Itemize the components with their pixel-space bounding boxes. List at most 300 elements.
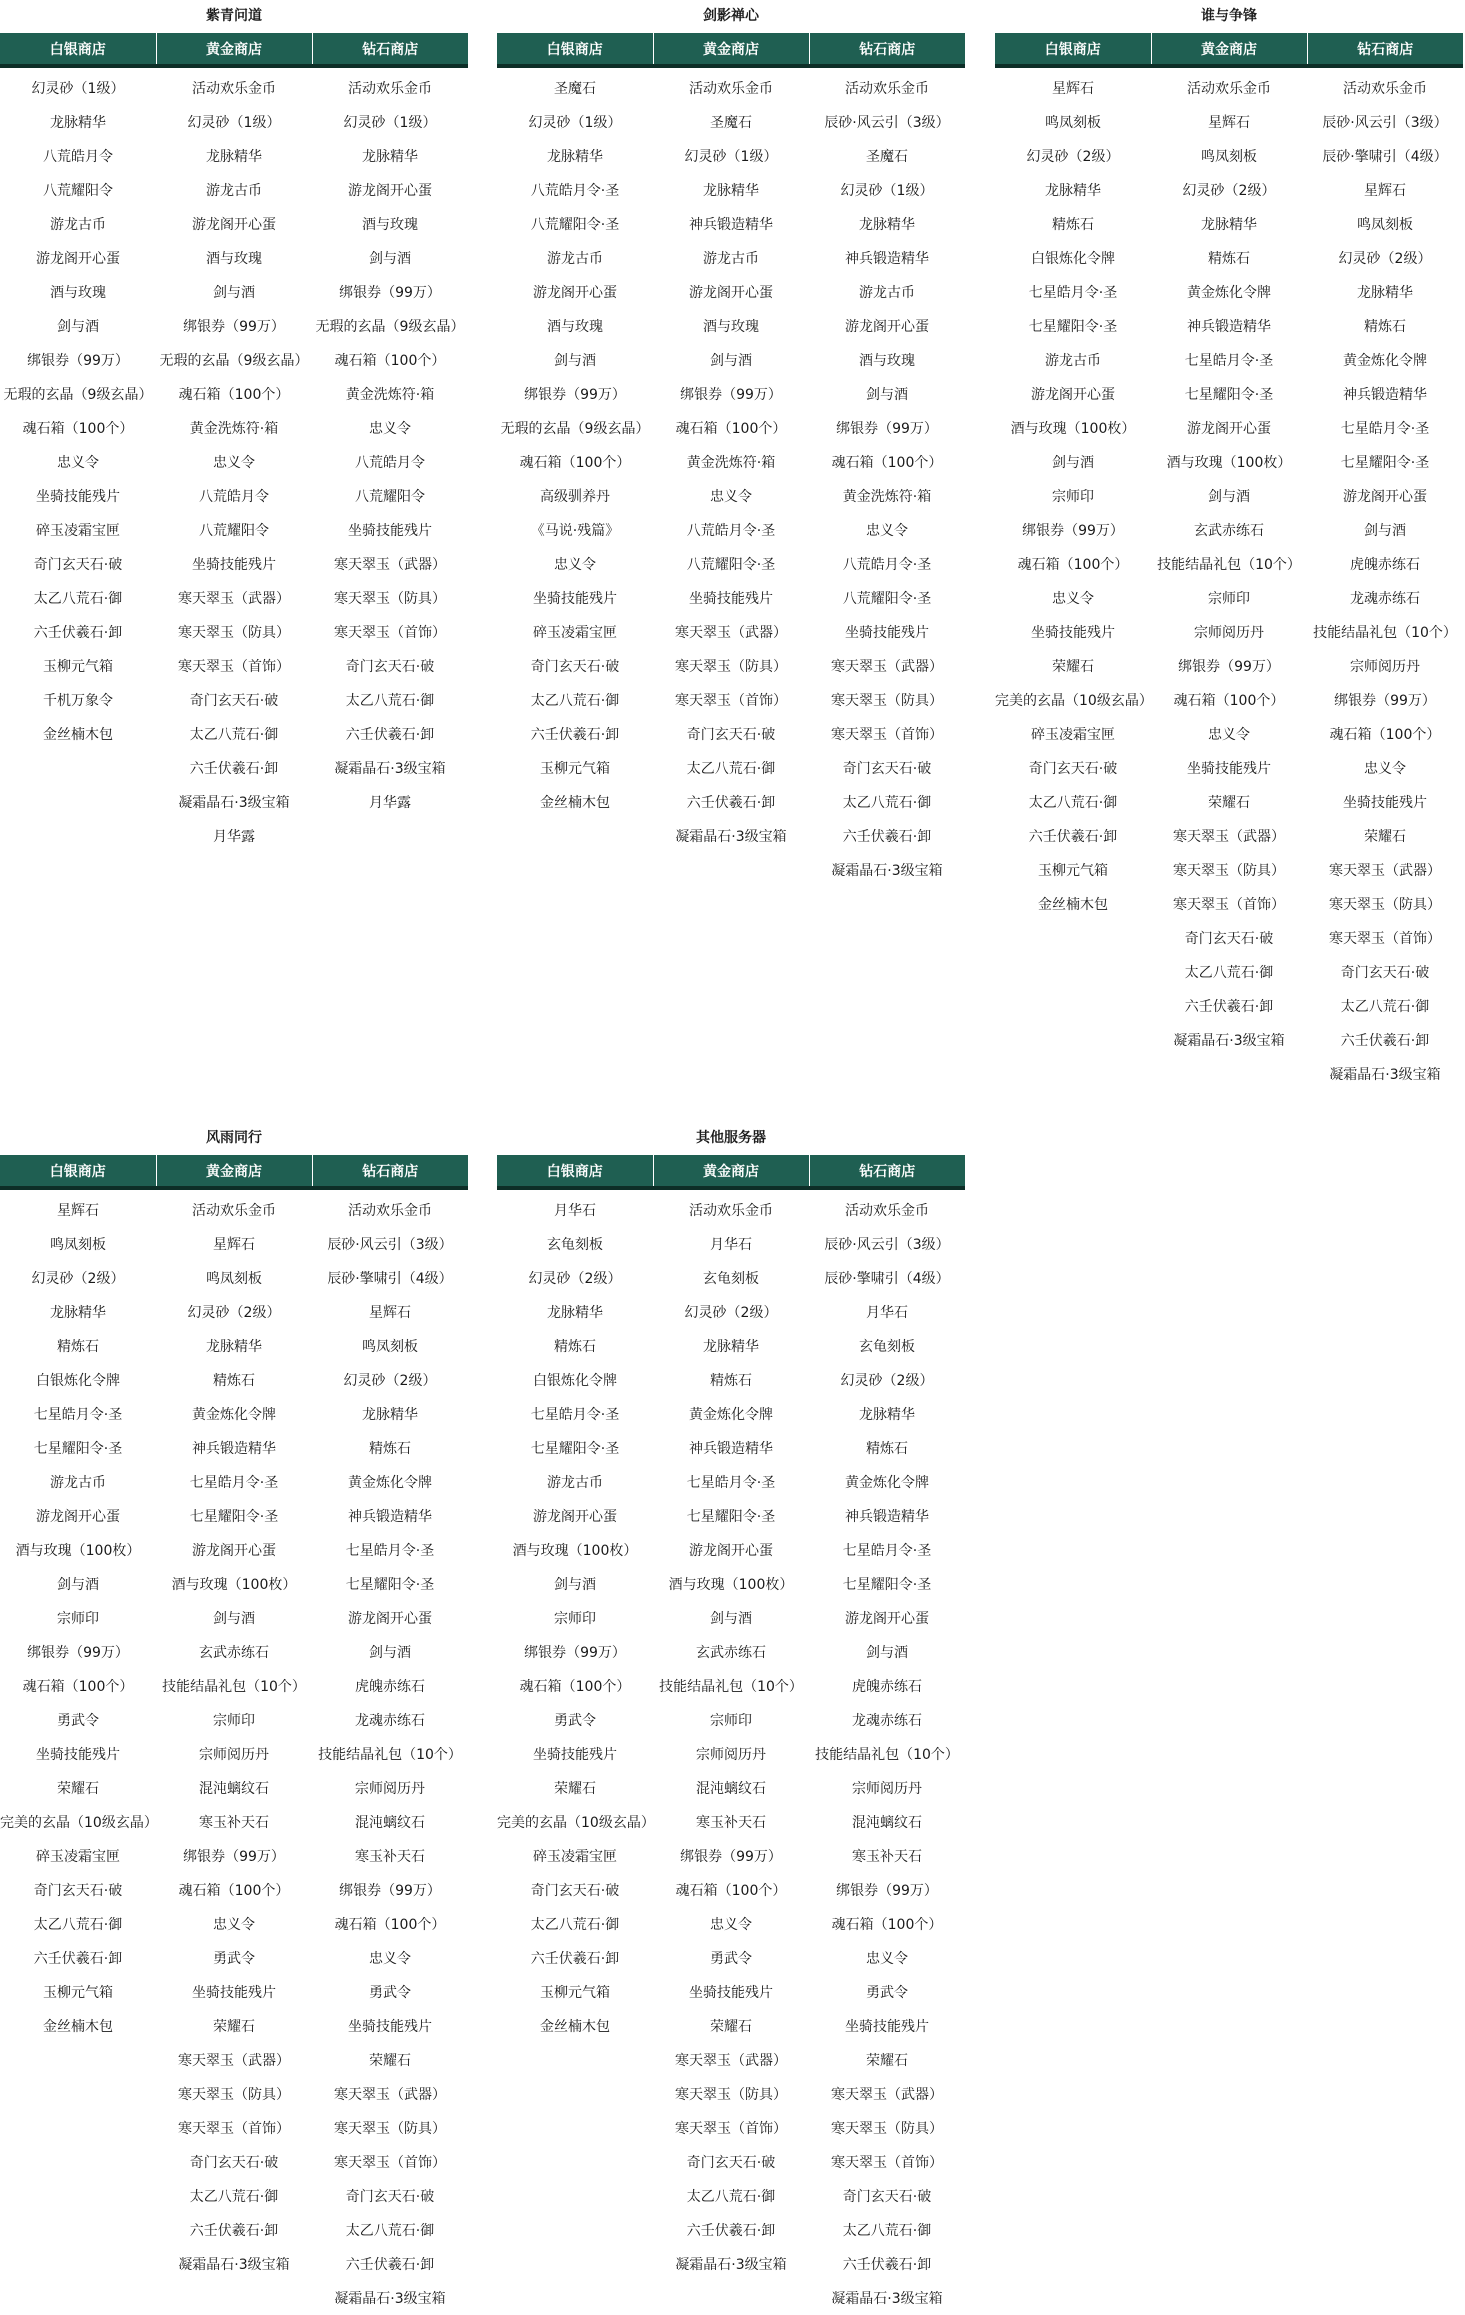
table-row	[995, 139, 1463, 173]
server-panel	[0, 1122, 468, 2315]
table-header-row	[497, 1155, 965, 1188]
table-cell: 幻灵砂（2级）	[187, 1305, 281, 1321]
table-cell: 游龙阁开心蛋	[348, 1611, 432, 1627]
table-cell: 剑与酒	[710, 353, 752, 369]
table-cell: 幻灵砂（1级）	[343, 115, 437, 131]
table-cell: 金丝楠木包	[43, 2019, 113, 2035]
table-cell: 游龙古币	[50, 217, 106, 233]
table-row	[995, 309, 1463, 343]
table-row	[0, 479, 468, 513]
table-cell	[995, 1023, 1151, 1057]
table-cell: 活动欢乐金币	[845, 1203, 929, 1219]
column-header: 黄金商店	[653, 1155, 809, 1188]
table-row	[0, 1975, 468, 2009]
table-cell: 绑银券（99万）	[183, 1849, 285, 1865]
table-cell: 龙魂赤练石	[1350, 591, 1420, 607]
table-row	[497, 2043, 965, 2077]
table-cell: 魂石箱（100个）	[519, 455, 631, 471]
table-row	[0, 1737, 468, 1771]
table-cell: 剑与酒	[554, 1577, 596, 1593]
table-cell: 鸣凤刻板	[50, 1237, 106, 1253]
table-cell: 荣耀石	[1364, 829, 1406, 845]
table-cell: 剑与酒	[710, 1611, 752, 1627]
table-cell: 六壬伏羲石·卸	[33, 1951, 123, 1967]
table-cell: 六壬伏羲石·卸	[842, 2257, 932, 2273]
table-cell: 剑与酒	[57, 1577, 99, 1593]
table-cell: 勇武令	[57, 1713, 99, 1729]
table-cell: 魂石箱（100个）	[1173, 693, 1285, 709]
table-cell: 太乙八荒石·御	[1340, 999, 1430, 1015]
table-cell: 星辉石	[1052, 81, 1094, 97]
table-row	[497, 1397, 965, 1431]
table-cell: 寒天翠玉（防具）	[675, 659, 787, 675]
table-cell: 圣魔石	[554, 81, 596, 97]
table-cell: 无瑕的玄晶（9级玄晶）	[500, 421, 650, 437]
table-row	[0, 2247, 468, 2281]
table-cell: 圣魔石	[710, 115, 752, 131]
table-row	[995, 479, 1463, 513]
table-row	[497, 1635, 965, 1669]
server-panel	[0, 0, 468, 853]
table-cell: 太乙八荒石·御	[842, 2223, 932, 2239]
table-cell: 坐骑技能残片	[192, 557, 276, 573]
table-row	[497, 1873, 965, 1907]
table-row	[995, 615, 1463, 649]
table-cell: 凝霜晶石·3级宝箱	[1329, 1067, 1441, 1083]
table-cell: 奇门玄天石·破	[345, 659, 435, 675]
column-header: 黄金商店	[156, 33, 312, 66]
table-cell: 剑与酒	[369, 1645, 411, 1661]
table-cell: 神兵锻造精华	[689, 1441, 773, 1457]
table-cell: 寒天翠玉（防具）	[1173, 863, 1285, 879]
table-cell: 神兵锻造精华	[845, 1509, 929, 1525]
table-cell: 六壬伏羲石·卸	[345, 2257, 435, 2273]
table-cell: 忠义令	[1364, 761, 1406, 777]
table-cell: 奇门玄天石·破	[1028, 761, 1118, 777]
table-cell: 玉柳元气箱	[1038, 863, 1108, 879]
table-cell: 六壬伏羲石·卸	[189, 2223, 279, 2239]
table-cell: 凝霜晶石·3级宝箱	[1173, 1033, 1285, 1049]
table-cell: 寒玉补天石	[852, 1849, 922, 1865]
table-row	[497, 853, 965, 887]
table-cell: 玄武赤练石	[1194, 523, 1264, 539]
table-row	[497, 683, 965, 717]
table-cell: 精炼石	[1364, 319, 1406, 335]
table-cell: 寒天翠玉（武器）	[1173, 829, 1285, 845]
table-cell: 剑与酒	[57, 319, 99, 335]
table-row	[0, 2213, 468, 2247]
table-cell: 活动欢乐金币	[348, 1203, 432, 1219]
table-cell: 辰砂·风云引（3级）	[824, 115, 950, 131]
table-cell: 寒天翠玉（武器）	[178, 2053, 290, 2069]
table-row	[497, 1227, 965, 1261]
table-cell: 绑银券（99万）	[524, 387, 626, 403]
table-row	[995, 581, 1463, 615]
table-cell: 幻灵砂（2级）	[840, 1373, 934, 1389]
table-cell: 幻灵砂（2级）	[343, 1373, 437, 1389]
table-row	[497, 581, 965, 615]
table-cell: 魂石箱（100个）	[675, 421, 787, 437]
table-row	[0, 1227, 468, 1261]
table-row	[497, 1261, 965, 1295]
table-cell: 游龙阁开心蛋	[689, 1543, 773, 1559]
table-cell: 剑与酒	[866, 1645, 908, 1661]
table-cell: 宗师印	[1208, 591, 1250, 607]
table-row	[995, 547, 1463, 581]
table-cell: 七星皓月令·圣	[1028, 285, 1118, 301]
table-row	[497, 1771, 965, 1805]
table-row	[0, 275, 468, 309]
table-row	[0, 1635, 468, 1669]
table-cell: 绑银券（99万）	[524, 1645, 626, 1661]
table-cell	[156, 2281, 312, 2315]
table-cell: 绑银券（99万）	[836, 1883, 938, 1899]
table-row	[995, 717, 1463, 751]
table-row	[0, 1188, 468, 1227]
table-cell: 寒天翠玉（防具）	[1329, 897, 1441, 913]
table-cell: 绑银券（99万）	[680, 387, 782, 403]
table-cell	[653, 853, 809, 887]
table-row	[0, 1601, 468, 1635]
table-cell: 寒天翠玉（防具）	[334, 591, 446, 607]
table-cell: 荣耀石	[866, 2053, 908, 2069]
table-cell: 龙魂赤练石	[852, 1713, 922, 1729]
table-cell: 凝霜晶石·3级宝箱	[675, 829, 787, 845]
table-cell	[497, 853, 653, 887]
table-row	[497, 1839, 965, 1873]
table-row	[497, 1805, 965, 1839]
table-cell: 金丝楠木包	[43, 727, 113, 743]
table-row	[497, 1975, 965, 2009]
table-row	[995, 241, 1463, 275]
table-cell: 魂石箱（100个）	[831, 1917, 943, 1933]
table-cell: 幻灵砂（1级）	[31, 81, 125, 97]
table-row	[0, 1771, 468, 1805]
table-cell: 魂石箱（100个）	[22, 1679, 134, 1695]
table-cell: 酒与玫瑰（100枚）	[512, 1543, 638, 1559]
table-cell: 金丝楠木包	[540, 795, 610, 811]
table-cell	[497, 2077, 653, 2111]
table-cell: 黄金洗炼符·箱	[189, 421, 279, 437]
table-row	[497, 1669, 965, 1703]
table-cell: 无瑕的玄晶（9级玄晶）	[3, 387, 153, 403]
table-row	[497, 2111, 965, 2145]
table-cell: 虎魄赤练石	[1350, 557, 1420, 573]
table-row	[497, 1737, 965, 1771]
table-row	[0, 2179, 468, 2213]
table-cell: 龙脉精华	[362, 1407, 418, 1423]
table-cell: 宗师印	[554, 1611, 596, 1627]
table-row	[0, 751, 468, 785]
table-cell: 奇门玄天石·破	[1340, 965, 1430, 981]
table-cell: 忠义令	[866, 1951, 908, 1967]
table-cell: 七星皓月令·圣	[189, 1475, 279, 1491]
column-header: 钻石商店	[312, 33, 468, 66]
table-cell: 月华石	[554, 1203, 596, 1219]
table-row	[0, 1941, 468, 1975]
table-cell: 八荒皓月令·圣	[530, 183, 620, 199]
table-cell: 荣耀石	[710, 2019, 752, 2035]
table-row	[0, 2009, 468, 2043]
table-cell: 白银炼化令牌	[1031, 251, 1115, 267]
table-cell: 金丝楠木包	[540, 2019, 610, 2035]
table-row	[995, 513, 1463, 547]
table-cell: 白银炼化令牌	[36, 1373, 120, 1389]
table-cell: 寒天翠玉（首饰）	[675, 2121, 787, 2137]
table-cell: 玉柳元气箱	[43, 1985, 113, 2001]
table-cell: 忠义令	[554, 557, 596, 573]
table-cell: 寒天翠玉（首饰）	[334, 2155, 446, 2171]
table-cell: 寒玉补天石	[199, 1815, 269, 1831]
table-row	[0, 581, 468, 615]
table-row	[0, 1873, 468, 1907]
table-cell: 剑与酒	[369, 251, 411, 267]
table-row	[0, 309, 468, 343]
table-cell	[0, 2213, 156, 2247]
table-cell	[497, 2179, 653, 2213]
table-cell: 奇门玄天石·破	[530, 1883, 620, 1899]
table-row	[995, 751, 1463, 785]
table-cell: 坐骑技能残片	[348, 2019, 432, 2035]
table-cell: 游龙阁开心蛋	[1031, 387, 1115, 403]
table-cell: 奇门玄天石·破	[345, 2189, 435, 2205]
table-cell: 宗师阅历丹	[355, 1781, 425, 1797]
table-cell: 七星耀阳令·圣	[530, 1441, 620, 1457]
table-cell: 千机万象令	[43, 693, 113, 709]
table-cell: 黄金炼化令牌	[1343, 353, 1427, 369]
table-cell: 忠义令	[57, 455, 99, 471]
table-cell: 七星皓月令·圣	[345, 1543, 435, 1559]
table-row	[995, 377, 1463, 411]
table-cell: 六壬伏羲石·卸	[842, 829, 932, 845]
table-cell: 活动欢乐金币	[689, 81, 773, 97]
table-cell: 宗师印	[710, 1713, 752, 1729]
table-cell: 绑银券（99万）	[680, 1849, 782, 1865]
table-cell: 魂石箱（100个）	[519, 1679, 631, 1695]
table-cell: 宗师阅历丹	[199, 1747, 269, 1763]
table-cell: 六壬伏羲石·卸	[1184, 999, 1274, 1015]
table-cell: 玉柳元气箱	[540, 761, 610, 777]
table-cell: 七星耀阳令·圣	[33, 1441, 123, 1457]
table-cell: 坐骑技能残片	[192, 1985, 276, 2001]
table-cell: 龙脉精华	[547, 149, 603, 165]
table-cell: 幻灵砂（2级）	[31, 1271, 125, 1287]
table-cell: 太乙八荒石·御	[1184, 965, 1274, 981]
table-row	[995, 921, 1463, 955]
table-row	[995, 411, 1463, 445]
table-row	[0, 785, 468, 819]
table-cell: 荣耀石	[213, 2019, 255, 2035]
table-cell: 太乙八荒石·御	[686, 2189, 776, 2205]
table-cell: 绑银券（99万）	[1178, 659, 1280, 675]
table-cell	[0, 785, 156, 819]
table-row	[0, 2281, 468, 2315]
table-cell	[0, 819, 156, 853]
table-cell: 魂石箱（100个）	[1329, 727, 1441, 743]
table-cell: 幻灵砂（2级）	[1182, 183, 1276, 199]
server-panel	[995, 0, 1463, 1091]
column-header: 白银商店	[497, 33, 653, 66]
table-cell: 绑银券（99万）	[183, 319, 285, 335]
table-cell: 月华石	[866, 1305, 908, 1321]
table-cell	[497, 2145, 653, 2179]
table-cell	[0, 2077, 156, 2111]
table-cell	[995, 989, 1151, 1023]
table-cell: 寒天翠玉（首饰）	[831, 2155, 943, 2171]
table-row	[497, 1329, 965, 1363]
table-row	[0, 819, 468, 853]
table-cell: 活动欢乐金币	[192, 81, 276, 97]
table-cell: 酒与玫瑰	[362, 217, 418, 233]
table-row	[497, 1941, 965, 1975]
table-cell: 绑银券（99万）	[339, 285, 441, 301]
table-cell: 魂石箱（100个）	[1017, 557, 1129, 573]
table-cell: 七星皓月令·圣	[842, 1543, 932, 1559]
table-cell: 龙脉精华	[1045, 183, 1101, 199]
table-cell: 寒天翠玉（首饰）	[1329, 931, 1441, 947]
table-cell: 奇门玄天石·破	[842, 761, 932, 777]
table-cell: 八荒皓月令·圣	[842, 557, 932, 573]
table-row	[497, 1363, 965, 1397]
table-cell: 酒与玫瑰	[206, 251, 262, 267]
table-row	[995, 275, 1463, 309]
table-cell: 虎魄赤练石	[355, 1679, 425, 1695]
table-row	[497, 377, 965, 411]
table-cell	[0, 2043, 156, 2077]
table-cell	[0, 2281, 156, 2315]
table-row	[497, 1499, 965, 1533]
table-cell: 龙脉精华	[50, 115, 106, 131]
table-cell: 魂石箱（100个）	[178, 1883, 290, 1899]
table-row	[995, 1057, 1463, 1091]
table-cell: 奇门玄天石·破	[1184, 931, 1274, 947]
table-cell: 奇门玄天石·破	[842, 2189, 932, 2205]
table-cell: 八荒耀阳令·圣	[530, 217, 620, 233]
table-cell: 荣耀石	[1052, 659, 1094, 675]
table-cell: 绑银券（99万）	[1022, 523, 1124, 539]
table-cell: 宗师印	[57, 1611, 99, 1627]
table-cell: 活动欢乐金币	[845, 81, 929, 97]
table-cell: 酒与玫瑰	[50, 285, 106, 301]
table-cell: 辰砂·风云引（3级）	[327, 1237, 453, 1253]
table-cell: 忠义令	[369, 421, 411, 437]
table-cell: 神兵锻造精华	[689, 217, 773, 233]
column-header: 黄金商店	[1151, 33, 1307, 66]
table-row	[0, 683, 468, 717]
table-cell: 龙脉精华	[362, 149, 418, 165]
table-cell: 寒天翠玉（防具）	[178, 625, 290, 641]
table-cell: 黄金洗炼符·箱	[842, 489, 932, 505]
table-cell: 宗师印	[1052, 489, 1094, 505]
table-cell: 寒天翠玉（武器）	[1329, 863, 1441, 879]
table-row	[497, 717, 965, 751]
table-cell: 绑银券（99万）	[339, 1883, 441, 1899]
table-cell: 《马说·残篇》	[530, 523, 620, 539]
table-cell: 太乙八荒石·御	[686, 761, 776, 777]
table-cell: 坐骑技能残片	[348, 523, 432, 539]
table-cell: 太乙八荒石·御	[530, 1917, 620, 1933]
table-cell: 游龙阁开心蛋	[845, 319, 929, 335]
table-row	[0, 1397, 468, 1431]
table-cell: 八荒耀阳令	[43, 183, 113, 199]
table-cell: 鸣凤刻板	[1201, 149, 1257, 165]
table-row	[0, 1907, 468, 1941]
table-cell	[995, 1057, 1151, 1091]
table-row	[995, 989, 1463, 1023]
table-row	[0, 1329, 468, 1363]
table-cell	[0, 751, 156, 785]
table-cell: 忠义令	[866, 523, 908, 539]
table-cell: 寒天翠玉（首饰）	[831, 727, 943, 743]
table-cell: 游龙阁开心蛋	[689, 285, 773, 301]
table-row	[0, 411, 468, 445]
table-cell	[0, 2145, 156, 2179]
table-cell: 玄龟刻板	[547, 1237, 603, 1253]
table-cell: 玄龟刻板	[703, 1271, 759, 1287]
table-cell: 宗师阅历丹	[1350, 659, 1420, 675]
table-cell: 寒天翠玉（首饰）	[1173, 897, 1285, 913]
table-cell: 八荒耀阳令	[355, 489, 425, 505]
table-cell: 游龙阁开心蛋	[192, 1543, 276, 1559]
table-cell: 鸣凤刻板	[206, 1271, 262, 1287]
table-cell: 辰砂·擎啸引（4级）	[824, 1271, 950, 1287]
table-cell: 六壬伏羲石·卸	[686, 795, 776, 811]
table-cell: 酒与玫瑰（100枚）	[668, 1577, 794, 1593]
table-row	[0, 1839, 468, 1873]
table-cell: 龙脉精华	[859, 217, 915, 233]
table-cell: 星辉石	[1208, 115, 1250, 131]
table-cell: 玉柳元气箱	[540, 1985, 610, 2001]
table-row	[497, 2145, 965, 2179]
table-row	[0, 139, 468, 173]
table-cell: 技能结晶礼包（10个）	[815, 1747, 959, 1763]
column-header: 白银商店	[0, 33, 156, 66]
server-panel	[497, 0, 965, 887]
table-cell: 龙脉精华	[206, 1339, 262, 1355]
table-cell	[497, 2043, 653, 2077]
table-cell: 剑与酒	[554, 353, 596, 369]
table-row	[497, 309, 965, 343]
table-cell: 游龙阁开心蛋	[533, 1509, 617, 1525]
column-header: 白银商店	[995, 33, 1151, 66]
column-header: 钻石商店	[1307, 33, 1463, 66]
table-cell: 宗师阅历丹	[696, 1747, 766, 1763]
table-cell: 七星皓月令·圣	[1340, 421, 1430, 437]
table-cell: 精炼石	[866, 1441, 908, 1457]
table-row	[995, 173, 1463, 207]
table-header-row	[0, 1155, 468, 1188]
table-cell: 精炼石	[213, 1373, 255, 1389]
table-row	[497, 1295, 965, 1329]
table-row	[497, 1907, 965, 1941]
table-row	[497, 343, 965, 377]
table-header-row	[497, 33, 965, 66]
table-row	[497, 1431, 965, 1465]
table-cell: 技能结晶礼包（10个）	[162, 1679, 306, 1695]
table-cell: 剑与酒	[1052, 455, 1094, 471]
table-cell: 虎魄赤练石	[852, 1679, 922, 1695]
shop-table	[497, 1155, 965, 2315]
table-cell: 凝霜晶石·3级宝箱	[334, 2291, 446, 2307]
table-row	[0, 615, 468, 649]
table-cell: 黄金炼化令牌	[845, 1475, 929, 1491]
table-cell	[1151, 1057, 1307, 1091]
table-cell: 奇门玄天石·破	[686, 2155, 776, 2171]
table-cell: 幻灵砂（1级）	[528, 115, 622, 131]
table-cell: 游龙古币	[1045, 353, 1101, 369]
table-row	[0, 1669, 468, 1703]
table-cell: 精炼石	[57, 1339, 99, 1355]
